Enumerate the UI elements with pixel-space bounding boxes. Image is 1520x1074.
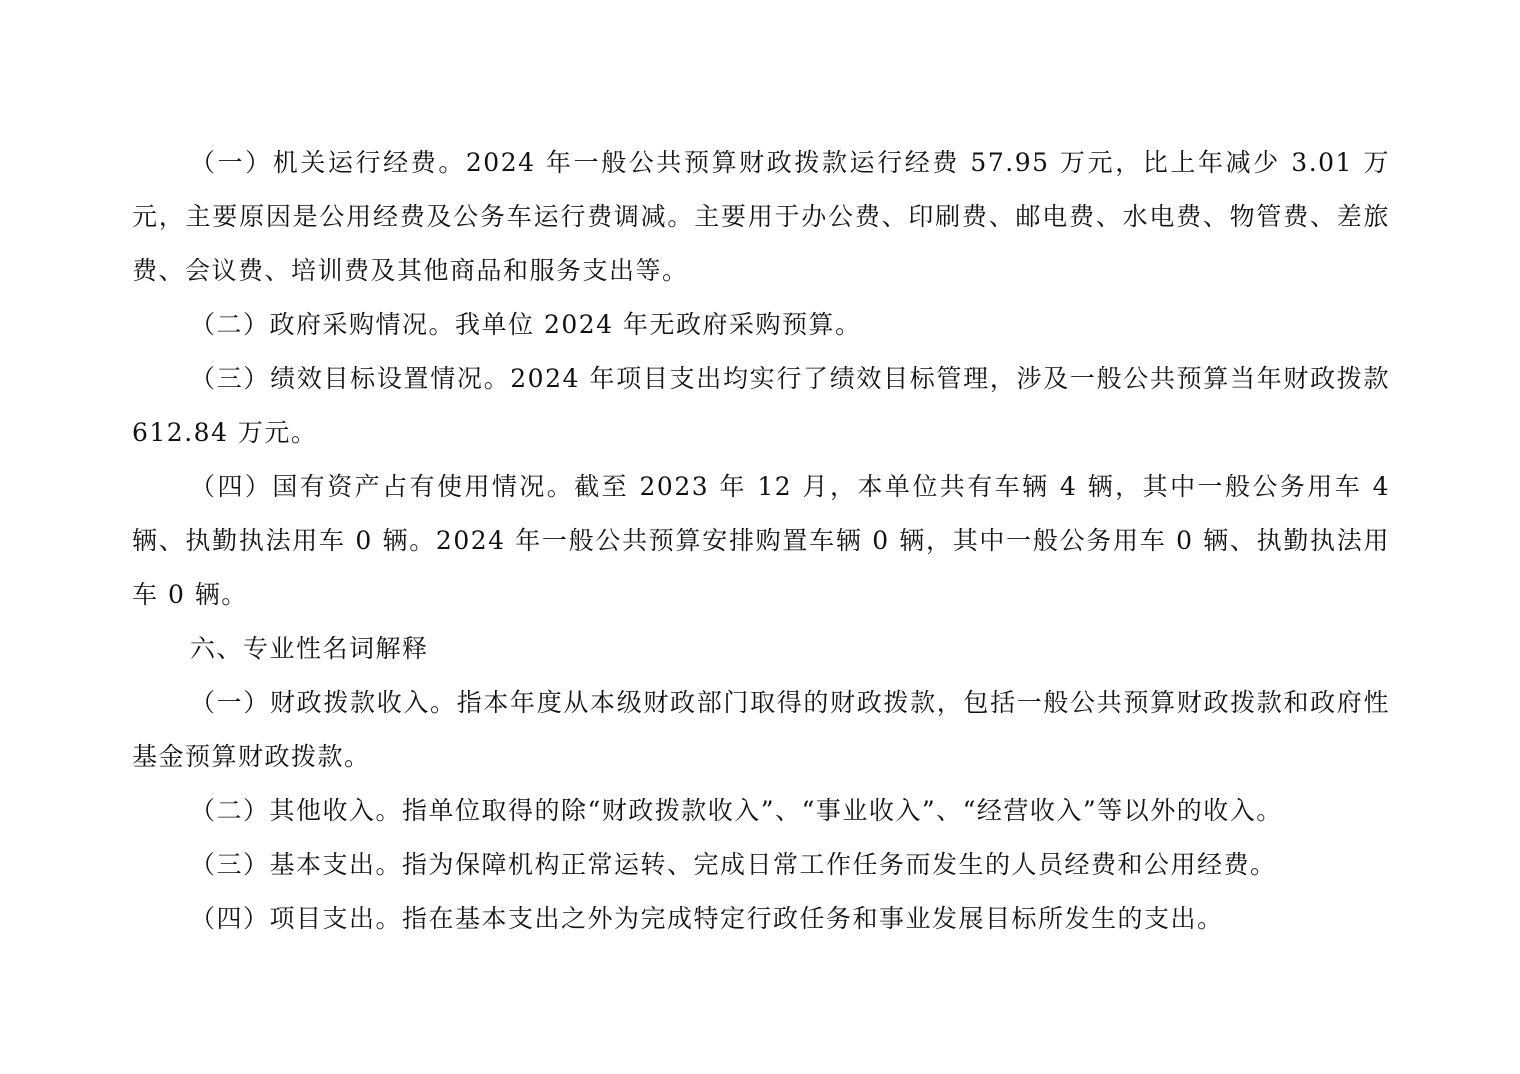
section-heading: 六、专业性名词解释 (190, 634, 429, 663)
paragraph-state-assets (132, 460, 1390, 622)
paragraph-performance-targets (132, 352, 1390, 460)
definition-fiscal-appropriation-income (132, 676, 1390, 784)
paragraph-body: 。我单位 2024 年无政府采购预算。 (428, 310, 862, 339)
definition-term: （四）项目支出 (190, 904, 376, 933)
paragraph-government-procurement (132, 298, 1390, 352)
document-page (132, 136, 1390, 946)
definition-body: 。指在基本支出之外为完成特定行政任务和事业发展目标所发生的支出。 (375, 904, 1224, 933)
definition-term: （一）财政拨款收入 (190, 688, 431, 717)
definition-term: （二）其他收入 (190, 796, 376, 825)
definition-body: 。指本年度从本级财政部门取得的财政拨款，包括一般公共预算财政拨款和政府性基金预算财政拨款。 (132, 688, 1390, 771)
paragraph-body: 。2024 年项目支出均实行了绩效目标管理，涉及一般公共预算当年财政拨款 612.84 万元。 (132, 364, 1390, 447)
paragraph-body: 。截至 2023 年 12 月，本单位共有车辆 4 辆，其中一般公务用车 4 辆、执勤执法用车 0 辆。2024 年一般公共预算安排购置车辆 0 辆，其中一般公务用车 0 辆、执勤执法用车 0 辆。 (132, 472, 1390, 609)
definition-other-income (132, 784, 1390, 838)
paragraph-lead: （四）国有资产占有使用情况 (190, 472, 547, 501)
paragraph-lead: （二）政府采购情况 (190, 310, 429, 339)
definition-basic-expenditure (132, 838, 1390, 892)
paragraph-lead: （三）绩效目标设置情况 (190, 364, 484, 393)
paragraph-lead: （一）机关运行经费 (190, 148, 439, 177)
definition-project-expenditure (132, 892, 1390, 946)
definition-body: 。指为保障机构正常运转、完成日常工作任务而发生的人员经费和公用经费。 (375, 850, 1277, 879)
paragraph-admin-operating-costs (132, 136, 1390, 298)
paragraph-body: 。2024 年一般公共预算财政拨款运行经费 57.95 万元，比上年减少 3.01 万元，主要原因是公用经费及公务车运行费调减。主要用于办公费、印刷费、邮电费、水电费、物管费、差旅费、会议费、培训费及其他商品和服务支出等。 (132, 148, 1390, 285)
definition-body: 。指单位取得的除“财政拨款收入”、“事业收入”、“经营收入”等以外的收入。 (375, 796, 1283, 825)
definition-term: （三）基本支出 (190, 850, 376, 879)
